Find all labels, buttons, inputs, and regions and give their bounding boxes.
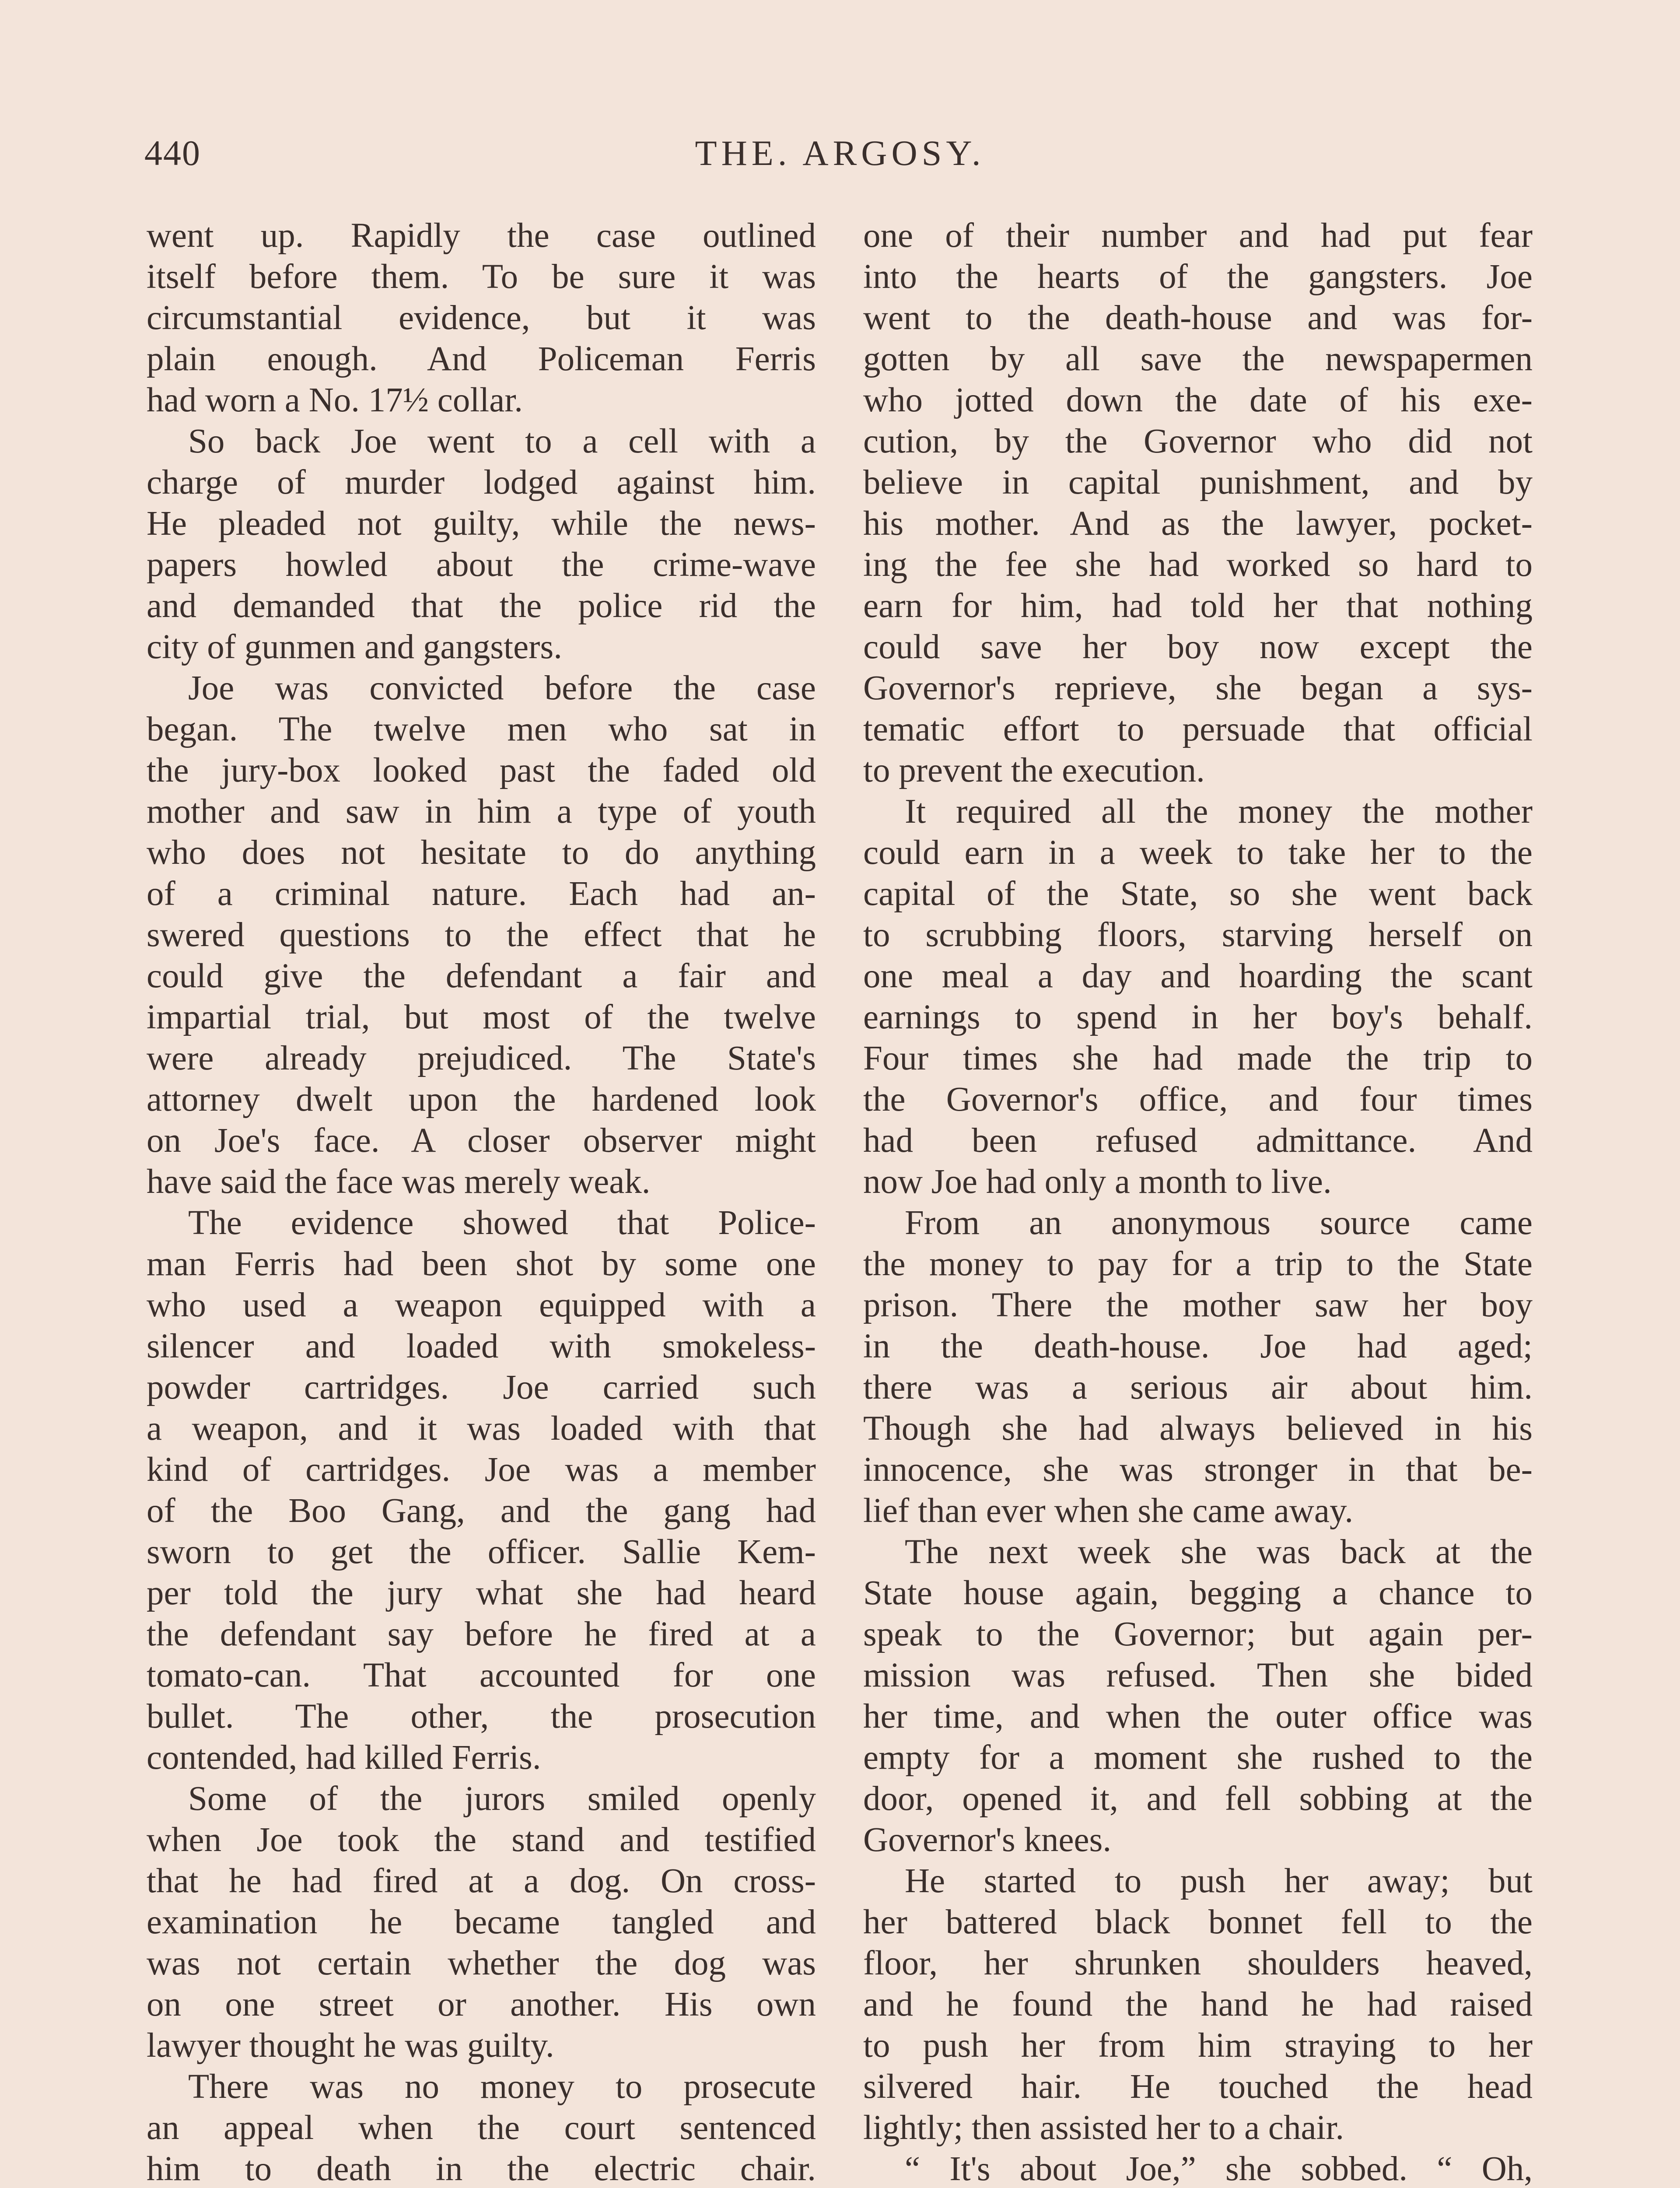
- text-line: of the Boo Gang, and the gang had: [147, 1492, 816, 1530]
- text-line: speak to the Governor; but again per-: [863, 1615, 1533, 1653]
- text-line: a weapon, and it was loaded with that: [147, 1410, 816, 1448]
- text-line: capital of the State, so she went back: [863, 875, 1533, 913]
- text-line: who jotted down the date of his exe-: [863, 381, 1533, 419]
- text-line: tomato-can. That accounted for one: [147, 1656, 816, 1694]
- text-line: the defendant say before he fired at a: [147, 1615, 816, 1653]
- text-line: So back Joe went to a cell with a: [188, 422, 816, 460]
- text-line: had worn a No. 17½ collar.: [147, 381, 523, 419]
- text-line: powder cartridges. Joe carried such: [147, 1368, 816, 1406]
- text-line: earnings to spend in her boy's behalf.: [863, 998, 1533, 1036]
- text-line: into the hearts of the gangsters. Joe: [863, 258, 1533, 296]
- text-line: city of gunmen and gangsters.: [147, 628, 562, 666]
- text-line: lawyer thought he was guilty.: [147, 2027, 554, 2065]
- text-line: earn for him, had told her that nothing: [863, 587, 1533, 625]
- text-line: charge of murder lodged against him.: [147, 463, 816, 501]
- right-column: [863, 215, 1533, 2188]
- text-line: From an anonymous source came: [905, 1204, 1533, 1242]
- text-line: one meal a day and hoarding the scant: [863, 957, 1533, 995]
- text-line: The evidence showed that Police-: [188, 1204, 816, 1242]
- text-line: man Ferris had been shot by some one: [147, 1245, 816, 1283]
- text-line: her battered black bonnet fell to the: [863, 1903, 1533, 1941]
- text-line: “ It's about Joe,” she sobbed. “ Oh,: [905, 2150, 1533, 2188]
- text-line: have said the face was merely weak.: [147, 1163, 651, 1201]
- text-line: Joe was convicted before the case: [188, 669, 816, 707]
- text-line: and he found the hand he had raised: [863, 1985, 1533, 2023]
- text-line: to push her from him straying to her: [863, 2027, 1533, 2065]
- text-line: swered questions to the effect that he: [147, 916, 816, 954]
- text-line: the Governor's office, and four times: [863, 1080, 1533, 1119]
- text-line: prison. There the mother saw her boy: [863, 1286, 1533, 1324]
- text-line: mission was refused. Then she bided: [863, 1656, 1533, 1694]
- left-column: [147, 215, 816, 2188]
- text-line: There was no money to prosecute: [188, 2068, 816, 2106]
- text-line: lief than ever when she came away.: [863, 1492, 1354, 1530]
- text-line: impartial trial, but most of the twelve: [147, 998, 816, 1036]
- text-line: innocence, she was stronger in that be-: [863, 1451, 1533, 1489]
- text-line: an appeal when the court sentenced: [147, 2109, 816, 2147]
- text-line: silvered hair. He touched the head: [863, 2068, 1533, 2106]
- text-line: lightly; then assisted her to a chair.: [863, 2109, 1344, 2147]
- text-line: The next week she was back at the: [905, 1533, 1533, 1571]
- text-line: Governor's reprieve, she began a sys-: [863, 669, 1533, 707]
- text-line: believe in capital punishment, and by: [863, 463, 1533, 501]
- text-line: mother and saw in him a type of youth: [147, 792, 816, 831]
- text-line: Governor's knees.: [863, 1821, 1112, 1859]
- text-line: tematic effort to persuade that official: [863, 710, 1533, 748]
- text-line: who used a weapon equipped with a: [147, 1286, 816, 1324]
- text-line: per told the jury what she had heard: [147, 1574, 816, 1612]
- text-line: floor, her shrunken shoulders heaved,: [863, 1944, 1533, 1982]
- running-head: THE. ARGOSY.: [695, 133, 985, 173]
- text-line: there was a serious air about him.: [863, 1368, 1533, 1406]
- text-line: the jury-box looked past the faded old: [147, 751, 816, 789]
- text-line: gotten by all save the newspapermen: [863, 340, 1533, 378]
- text-line: on one street or another. His own: [147, 1985, 816, 2023]
- text-line: empty for a moment she rushed to the: [863, 1739, 1533, 1777]
- text-line: who does not hesitate to do anything: [147, 834, 816, 872]
- text-line: went to the death-house and was for-: [863, 299, 1533, 337]
- text-line: He started to push her away; but: [905, 1862, 1533, 1900]
- text-line: went up. Rapidly the case outlined: [147, 217, 816, 255]
- text-line: that he had fired at a dog. On cross-: [147, 1862, 816, 1900]
- text-line: could earn in a week to take her to the: [863, 834, 1533, 872]
- text-line: bullet. The other, the prosecution: [147, 1697, 816, 1736]
- text-line: sworn to get the officer. Sallie Kem-: [147, 1533, 816, 1571]
- text-line: one of their number and had put fear: [863, 217, 1533, 255]
- text-line: and demanded that the police rid the: [147, 587, 816, 625]
- text-line: began. The twelve men who sat in: [147, 710, 816, 748]
- text-line: were already prejudiced. The State's: [147, 1039, 816, 1077]
- text-line: papers howled about the crime-wave: [147, 546, 816, 584]
- text-line: now Joe had only a month to live.: [863, 1163, 1332, 1201]
- text-line: to prevent the execution.: [863, 751, 1205, 789]
- text-line: his mother. And as the lawyer, pocket-: [863, 505, 1533, 543]
- text-line: door, opened it, and fell sobbing at the: [863, 1780, 1533, 1818]
- text-line: silencer and loaded with smokeless-: [147, 1327, 816, 1365]
- text-line: her time, and when the outer office was: [863, 1697, 1533, 1736]
- text-line: Though she had always believed in his: [863, 1410, 1533, 1448]
- text-line: had been refused admittance. And: [863, 1122, 1533, 1160]
- text-line: examination he became tangled and: [147, 1903, 816, 1941]
- text-line: to scrubbing floors, starving herself on: [863, 916, 1533, 954]
- text-line: the money to pay for a trip to the State: [863, 1245, 1533, 1283]
- page-header: [144, 131, 1536, 184]
- text-line: itself before them. To be sure it was: [147, 258, 816, 296]
- text-line: cution, by the Governor who did not: [863, 422, 1533, 460]
- text-line: attorney dwelt upon the hardened look: [147, 1080, 816, 1119]
- text-line: in the death-house. Joe had aged;: [863, 1327, 1533, 1365]
- text-line: could give the defendant a fair and: [147, 957, 816, 995]
- text-line: He pleaded not guilty, while the news-: [147, 505, 816, 543]
- text-line: on Joe's face. A closer observer might: [147, 1122, 816, 1160]
- text-line: Some of the jurors smiled openly: [188, 1780, 816, 1818]
- text-line: when Joe took the stand and testified: [147, 1821, 816, 1859]
- text-line: could save her boy now except the: [863, 628, 1533, 666]
- text-line: him to death in the electric chair.: [147, 2150, 816, 2188]
- text-line: kind of cartridges. Joe was a member: [147, 1451, 816, 1489]
- text-line: It required all the money the mother: [905, 792, 1533, 831]
- text-line: of a criminal nature. Each had an-: [147, 875, 816, 913]
- page-number: 440: [144, 133, 201, 173]
- text-line: was not certain whether the dog was: [147, 1944, 816, 1982]
- text-line: ing the fee she had worked so hard to: [863, 546, 1533, 584]
- text-line: State house again, begging a chance to: [863, 1574, 1533, 1612]
- text-line: plain enough. And Policeman Ferris: [147, 340, 816, 378]
- text-line: Four times she had made the trip to: [863, 1039, 1533, 1077]
- text-line: circumstantial evidence, but it was: [147, 299, 816, 337]
- text-line: contended, had killed Ferris.: [147, 1739, 541, 1777]
